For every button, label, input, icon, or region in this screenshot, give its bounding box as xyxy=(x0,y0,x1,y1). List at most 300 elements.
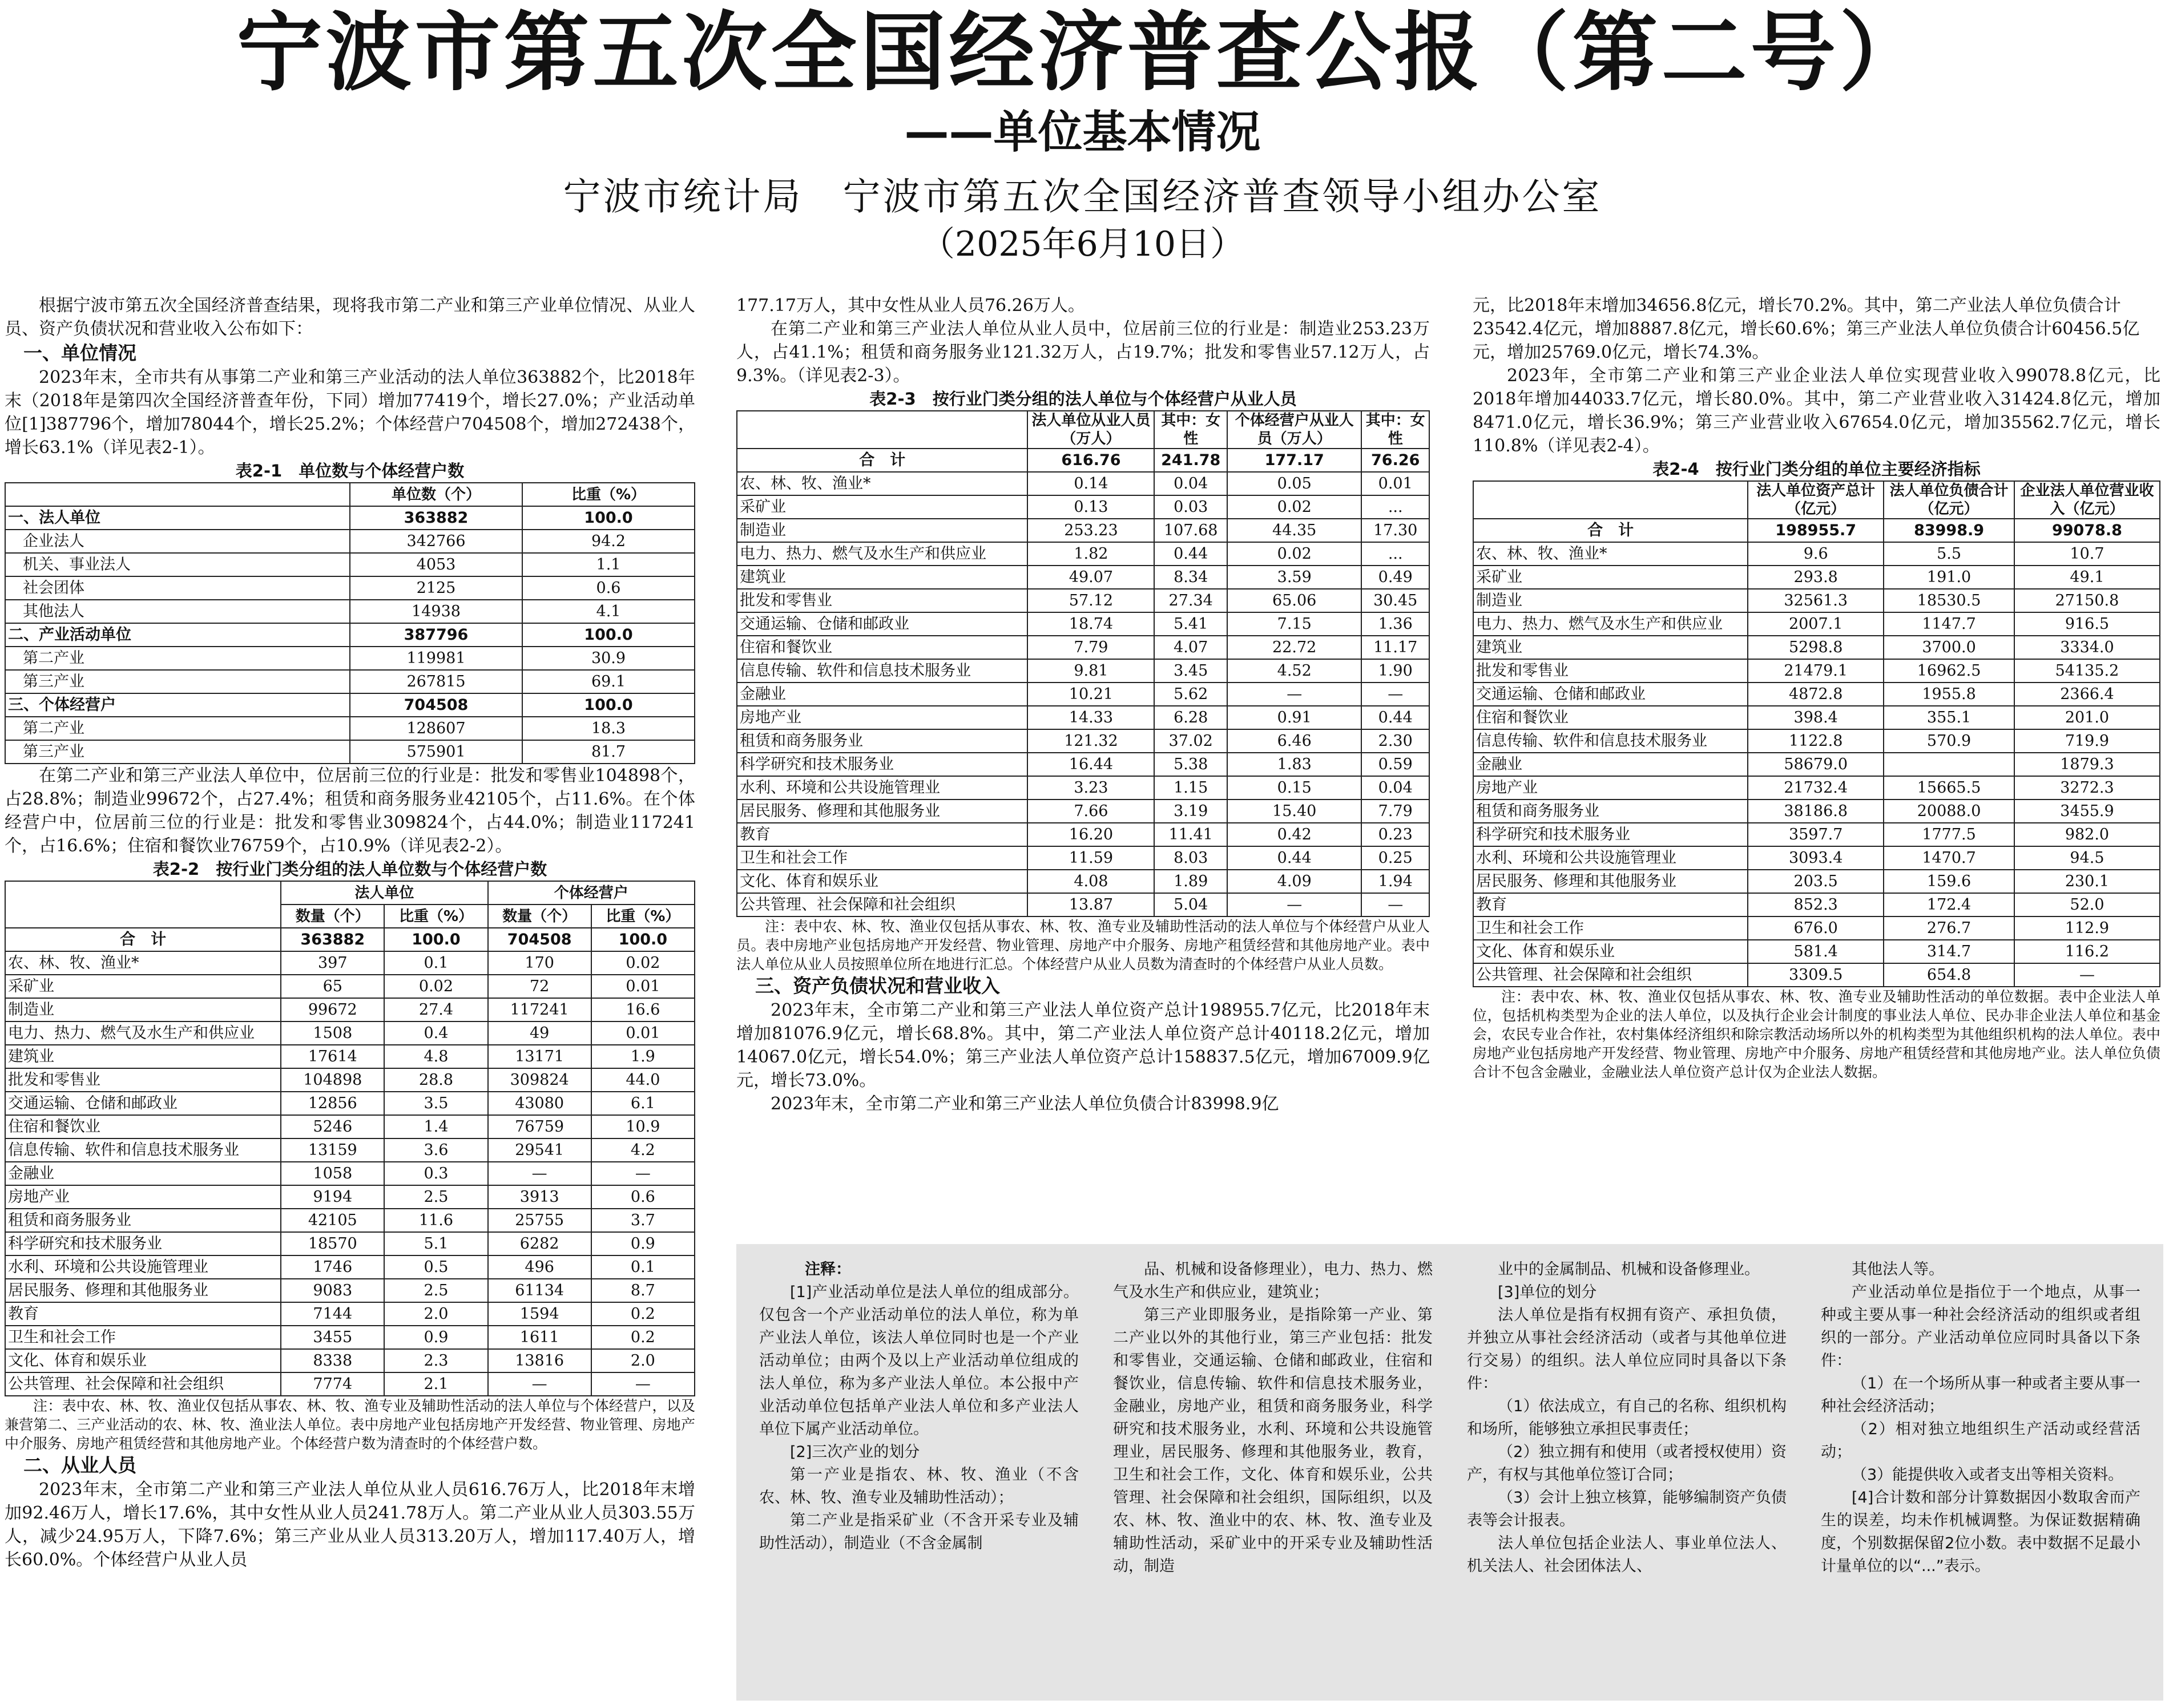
table-cell: 2.0 xyxy=(384,1302,487,1326)
table-cell: 8.03 xyxy=(1154,846,1227,870)
paragraph: 2023年末，全市共有从事第二产业和第三产业活动的法人单位363882个，比2018年末（2018年是第四次全国经济普查年份，下同）增加77419个，增长27.0%；产业活动单位[1]387796个，增加78044个，增长25.2%；个体经营户704508个，增加272438个，增长63.1%（详见表2-1）。 xyxy=(5,368,695,458)
row-label: 金融业 xyxy=(1473,753,1748,776)
table-2-4 xyxy=(1473,480,2160,987)
table-cell: 0.91 xyxy=(1227,706,1361,729)
table-cell: 1.9 xyxy=(591,1045,695,1068)
row-label: 建筑业 xyxy=(737,566,1027,589)
table-cell: 99078.8 xyxy=(2014,519,2160,542)
table-cell: 9.81 xyxy=(1027,659,1154,683)
paragraph: 2023年末，全市第二产业和第三产业法人单位从业人员616.76万人，比2018年末增加92.46万人，增长17.6%，其中女性从业人员241.78万人。第二产业从业人员303.55万人，减少24.95万人，下降7.6%；第三产业从业人员313.20万人，增加117.40万人，增长60.0%。个体经营户从业人员 xyxy=(5,1480,695,1570)
table-cell: 83998.9 xyxy=(1884,519,2014,542)
table-note: 注：表中农、林、牧、渔业仅包括从事农、林、牧、渔专业及辅助性活动的法人单位与个体经营户从业人员。表中房地产业包括房地产开发经营、物业管理、房地产中介服务、房地产租赁经营和其他房地产业。表中法人单位从业人员按照单位所在地进行汇总。个体经营户从业人员数为清查时的个体经营户从业人员数。 xyxy=(736,918,1430,972)
table-caption: 表2-2 按行业门类分组的法人单位数与个体经营户数 xyxy=(152,859,547,879)
table-cell: 0.44 xyxy=(1227,846,1361,870)
table-cell: 5.38 xyxy=(1154,753,1227,776)
table-cell: 27.4 xyxy=(384,998,487,1021)
table-cell: 0.42 xyxy=(1227,823,1361,846)
table-cell: 25755 xyxy=(488,1209,591,1232)
table-row xyxy=(5,717,695,740)
row-label: 住宿和餐饮业 xyxy=(5,1115,281,1138)
table-header: 法人单位负债合计（亿元） xyxy=(1884,481,2014,519)
table-cell: 5.41 xyxy=(1154,612,1227,636)
table-cell: 267815 xyxy=(350,670,522,693)
table-cell: 1470.7 xyxy=(1884,846,2014,870)
table-row xyxy=(1473,683,2160,706)
table-cell: 1594 xyxy=(488,1302,591,1326)
table-header: 数量（个） xyxy=(488,905,591,928)
table-cell: 18570 xyxy=(281,1232,384,1255)
note-paragraph: 其他法人等。 xyxy=(1852,1261,1944,1278)
table-cell: 0.44 xyxy=(1361,706,1429,729)
table-cell: 1.89 xyxy=(1154,870,1227,893)
table-cell: 1508 xyxy=(281,1021,384,1045)
row-label: 电力、热力、燃气及水生产和供应业 xyxy=(1473,612,1748,636)
table-cell: 10.9 xyxy=(591,1115,695,1138)
table-cell: 49.07 xyxy=(1027,566,1154,589)
table-cell: 8.7 xyxy=(591,1279,695,1302)
table-cell: 49.1 xyxy=(2014,566,2160,589)
group-header: 个体经营户 xyxy=(488,881,695,905)
table-cell: — xyxy=(591,1372,695,1396)
table-cell: 27.34 xyxy=(1154,589,1227,612)
table-cell: 14.33 xyxy=(1027,706,1154,729)
paragraph: 177.17万人，其中女性从业人员76.26万人。 xyxy=(736,296,1085,316)
note-paragraph: （1）在一个场所从事一种或者主要从事一种社会经济活动； xyxy=(1821,1375,2140,1415)
table-cell: 4872.8 xyxy=(1748,683,1884,706)
table-cell: — xyxy=(1361,683,1429,706)
table-header: 个体经营户从业人员（万人） xyxy=(1227,411,1361,449)
table-cell: 0.15 xyxy=(1227,776,1361,800)
table-cell: 241.78 xyxy=(1154,449,1227,472)
paragraph: 2023年，全市第二产业和第三产业企业法人单位实现营业收入99078.8亿元，比2018年增加44033.7亿元，增长80.0%。其中，第二产业营业收入31424.8亿元，增加8471.0亿元，增长36.9%；第三产业营业收入67654.0亿元，增加35562.7亿元，增长110.8%（详见表2-4）。 xyxy=(1473,366,2160,456)
row-label: 科学研究和技术服务业 xyxy=(737,753,1027,776)
table-cell: 38186.8 xyxy=(1748,800,1884,823)
table-cell: 27150.8 xyxy=(2014,589,2160,612)
table-cell: 94.2 xyxy=(522,530,695,553)
table-cell: 1746 xyxy=(281,1255,384,1279)
table-cell: 616.76 xyxy=(1027,449,1154,472)
notes-column-1 xyxy=(759,1258,1079,1555)
row-label: 租赁和商务服务业 xyxy=(5,1209,281,1232)
table-cell: 21479.1 xyxy=(1748,659,1884,683)
table-cell: 4.08 xyxy=(1027,870,1154,893)
table-cell: 9083 xyxy=(281,1279,384,1302)
table-cell: 2007.1 xyxy=(1748,612,1884,636)
table-cell: 4.2 xyxy=(591,1138,695,1162)
table-row xyxy=(1473,589,2160,612)
table-cell: 13816 xyxy=(488,1349,591,1372)
table-cell: 7144 xyxy=(281,1302,384,1326)
table-cell: 44.35 xyxy=(1227,519,1361,542)
table-row xyxy=(737,659,1429,683)
table-row xyxy=(5,1302,695,1326)
table-row xyxy=(737,472,1429,495)
row-label: 采矿业 xyxy=(737,495,1027,519)
row-label: 第二产业 xyxy=(5,647,350,670)
table-row xyxy=(5,1115,695,1138)
table-cell: 1122.8 xyxy=(1748,729,1884,753)
table-row xyxy=(737,846,1429,870)
table-cell: 1058 xyxy=(281,1162,384,1185)
table-cell: — xyxy=(1227,683,1361,706)
table-cell: 1.83 xyxy=(1227,753,1361,776)
note-paragraph: （2）独立拥有和使用（或者授权使用）资产，有权与其他单位签订合同； xyxy=(1467,1443,1787,1484)
table-cell: 0.2 xyxy=(591,1326,695,1349)
table-header: 比重（%） xyxy=(591,905,695,928)
table-cell: 7774 xyxy=(281,1372,384,1396)
table-cell: 676.0 xyxy=(1748,916,1884,940)
row-label: 制造业 xyxy=(5,998,281,1021)
table-cell: 10.21 xyxy=(1027,683,1154,706)
table-row xyxy=(5,1255,695,1279)
table-cell: 0.04 xyxy=(1154,472,1227,495)
column-3 xyxy=(1473,294,2160,1081)
row-label: 居民服务、修理和其他服务业 xyxy=(737,800,1027,823)
row-label: 公共管理、社会保障和社会组织 xyxy=(1473,963,1748,987)
table-cell: 3334.0 xyxy=(2014,636,2160,659)
table-cell: 3.6 xyxy=(384,1138,487,1162)
table-cell: 1.1 xyxy=(522,553,695,576)
table-cell: 6.46 xyxy=(1227,729,1361,753)
table-cell: 0.2 xyxy=(591,1302,695,1326)
table-cell: 0.02 xyxy=(384,975,487,998)
table-cell: 4.8 xyxy=(384,1045,487,1068)
table-cell: 0.13 xyxy=(1027,495,1154,519)
table-header: 比重（%） xyxy=(522,483,695,506)
table-row xyxy=(1473,566,2160,589)
table-cell: 6282 xyxy=(488,1232,591,1255)
table-cell: 2.5 xyxy=(384,1279,487,1302)
publish-date: （2025年6月10日） xyxy=(920,224,1245,264)
row-label: 房地产业 xyxy=(5,1185,281,1209)
table-cell: 0.25 xyxy=(1361,846,1429,870)
table-row xyxy=(5,975,695,998)
row-label: 社会团体 xyxy=(5,576,350,600)
table-cell: 0.1 xyxy=(384,951,487,975)
table-cell: — xyxy=(1361,893,1429,916)
table-cell: ... xyxy=(1361,495,1429,519)
table-row xyxy=(1473,542,2160,566)
note-paragraph: 业中的金属制品、机械和设备修理业。 xyxy=(1498,1261,1760,1278)
column-1 xyxy=(5,294,695,1572)
row-label: 科学研究和技术服务业 xyxy=(5,1232,281,1255)
notes-box xyxy=(736,1244,2163,1701)
table-cell: 159.6 xyxy=(1884,870,2014,893)
paragraph: 在第二产业和第三产业法人单位中，位居前三位的行业是：批发和零售业104898个，占28.8%；制造业99672个，占27.4%；租赁和商务服务业42105个，占11.6%。在个体经营户中，位居前三位的行业是：批发和零售业309824个，占44.0%；制造业117241个，占16.6%；住宿和餐饮业76759个，占10.9%（详见表2-2）。 xyxy=(5,766,695,856)
table-row xyxy=(5,928,695,951)
table-cell: 3093.4 xyxy=(1748,846,1884,870)
table-cell: 704508 xyxy=(488,928,591,951)
table-cell: 1.90 xyxy=(1361,659,1429,683)
table-cell: 0.02 xyxy=(591,951,695,975)
table-header: 单位数（个） xyxy=(350,483,522,506)
table-cell: 3.19 xyxy=(1154,800,1227,823)
table-cell: 3597.7 xyxy=(1748,823,1884,846)
table-cell: 117241 xyxy=(488,998,591,1021)
table-cell: 22.72 xyxy=(1227,636,1361,659)
table-row xyxy=(737,542,1429,566)
table-cell: 0.1 xyxy=(591,1255,695,1279)
table-cell: 4.52 xyxy=(1227,659,1361,683)
table-cell xyxy=(1884,753,2014,776)
table-cell: 18.3 xyxy=(522,717,695,740)
table-cell: 14938 xyxy=(350,600,522,623)
note-paragraph: [3]单位的划分 xyxy=(1498,1283,1597,1301)
table-row xyxy=(1473,800,2160,823)
table-2-3 xyxy=(736,410,1430,917)
table-cell: 7.79 xyxy=(1027,636,1154,659)
row-label: 其他法人 xyxy=(5,600,350,623)
table-row xyxy=(737,729,1429,753)
row-label: 卫生和社会工作 xyxy=(737,846,1027,870)
table-row xyxy=(737,753,1429,776)
table-cell: 32561.3 xyxy=(1748,589,1884,612)
table-cell: 61134 xyxy=(488,1279,591,1302)
intro-paragraph: 根据宁波市第五次全国经济普查结果，现将我市第二产业和第三产业单位情况、从业人员、资产负债状况和营业收入公布如下： xyxy=(5,296,695,339)
table-cell: 398.4 xyxy=(1748,706,1884,729)
row-label: 教育 xyxy=(1473,893,1748,916)
table-cell: 13159 xyxy=(281,1138,384,1162)
table-cell: 28.8 xyxy=(384,1068,487,1092)
table-row xyxy=(737,566,1429,589)
row-label: 教育 xyxy=(5,1302,281,1326)
table-cell: 11.17 xyxy=(1361,636,1429,659)
row-label: 信息传输、软件和信息技术服务业 xyxy=(1473,729,1748,753)
row-label: 信息传输、软件和信息技术服务业 xyxy=(5,1138,281,1162)
table-row xyxy=(737,800,1429,823)
table-row xyxy=(5,951,695,975)
table-cell: — xyxy=(2014,963,2160,987)
table-cell: 1.94 xyxy=(1361,870,1429,893)
table-cell: 44.0 xyxy=(591,1068,695,1092)
row-label: 农、林、牧、渔业* xyxy=(737,472,1027,495)
table-row xyxy=(1473,846,2160,870)
table-cell: 6.28 xyxy=(1154,706,1227,729)
table-cell: 119981 xyxy=(350,647,522,670)
table-row xyxy=(5,1349,695,1372)
section-heading: 三、资产负债状况和营业收入 xyxy=(755,975,1000,997)
table-cell: 570.9 xyxy=(1884,729,2014,753)
table-cell: 12856 xyxy=(281,1092,384,1115)
table-cell: 719.9 xyxy=(2014,729,2160,753)
table-cell: 342766 xyxy=(350,530,522,553)
table-cell: 65 xyxy=(281,975,384,998)
table-cell: 314.7 xyxy=(1884,940,2014,963)
note-paragraph: 第一产业是指农、林、牧、渔业（不含农、林、牧、渔专业及辅助性活动）； xyxy=(759,1466,1079,1507)
note-paragraph: 品、机械和设备修理业），电力、热力、燃气及水生产和供应业，建筑业； xyxy=(1113,1261,1433,1301)
row-label: 企业法人 xyxy=(5,530,350,553)
table-cell: 2125 xyxy=(350,576,522,600)
table-cell: 0.05 xyxy=(1227,472,1361,495)
table-cell: 0.9 xyxy=(591,1232,695,1255)
table-cell: 104898 xyxy=(281,1068,384,1092)
table-row xyxy=(1473,893,2160,916)
table-cell: 11.59 xyxy=(1027,846,1154,870)
table-cell: 69.1 xyxy=(522,670,695,693)
row-label: 制造业 xyxy=(1473,589,1748,612)
paragraph: 元，比2018年末增加34656.8亿元，增长70.2%。其中，第二产业法人单位负债合计23542.4亿元，增加8887.8亿元，增长60.6%；第三产业法人单位负债合计60456.5亿元，增加25769.0亿元，增长74.3%。 xyxy=(1473,296,2140,362)
table-row xyxy=(5,553,695,576)
table-cell: 7.66 xyxy=(1027,800,1154,823)
row-label: 合 计 xyxy=(737,449,1027,472)
table-row xyxy=(1473,753,2160,776)
table-cell: 0.01 xyxy=(591,975,695,998)
table-cell: 3913 xyxy=(488,1185,591,1209)
table-cell: 0.03 xyxy=(1154,495,1227,519)
table-row xyxy=(1473,706,2160,729)
row-label: 住宿和餐饮业 xyxy=(1473,706,1748,729)
table-cell: 8338 xyxy=(281,1349,384,1372)
table-row xyxy=(737,449,1429,472)
row-label: 公共管理、社会保障和社会组织 xyxy=(737,893,1027,916)
table-cell: 21732.4 xyxy=(1748,776,1884,800)
note-paragraph: 第三产业即服务业，是指除第一产业、第二产业以外的其他行业，第三产业包括：批发和零售业，交通运输、仓储和邮政业，住宿和餐饮业，信息传输、软件和信息技术服务业，金融业，房地产业，租赁和商务服务业，科学研究和技术服务业，水利、环境和公共设施管理业，居民服务、修理和其他服务业，教育，卫生和社会工作，文化、体育和娱乐业，公共管理、社会保障和社会组织，国际组织，以及农、林、牧、渔业中的农、林、牧、渔专业及辅助性活动，采矿业中的开采专业及辅助性活动，制造 xyxy=(1113,1306,1433,1575)
table-row xyxy=(737,706,1429,729)
table-cell: 177.17 xyxy=(1227,449,1361,472)
table-header: 数量（个） xyxy=(281,905,384,928)
table-row xyxy=(5,670,695,693)
table-cell: 355.1 xyxy=(1884,706,2014,729)
column-2 xyxy=(736,294,1430,1116)
table-cell: 121.32 xyxy=(1027,729,1154,753)
table-row xyxy=(1473,963,2160,987)
table-2-1 xyxy=(5,482,695,764)
group-header: 法人单位 xyxy=(281,881,487,905)
table-cell: 704508 xyxy=(350,693,522,717)
table-cell: 0.02 xyxy=(1227,542,1361,566)
table-note: 注：表中农、林、牧、渔业仅包括从事农、林、牧、渔专业及辅助性活动的单位数据。表中企业法人单位，包括机构类型为企业的法人单位，以及执行企业会计制度的事业法人单位、民办非企业法人单位和基金会，农民专业合作社，农村集体经济组织和除宗教活动场所以外的机构类型为其他组织机构的法人单位。表中房地产业包括房地产开发经营、物业管理、房地产中介服务、房地产租赁经营和其他房地产业。法人单位负债合计不包含金融业，金融业法人单位资产总计仅为企业法人数据。 xyxy=(1473,988,2160,1080)
table-cell: 1777.5 xyxy=(1884,823,2014,846)
table-row xyxy=(737,519,1429,542)
table-cell: 43080 xyxy=(488,1092,591,1115)
table-cell: 57.12 xyxy=(1027,589,1154,612)
note-paragraph: 法人单位是指有权拥有资产、承担负债，并独立从事社会经济活动（或者与其他单位进行交易）的组织。法人单位应同时具备以下条件： xyxy=(1467,1306,1787,1392)
table-cell: 0.59 xyxy=(1361,753,1429,776)
table-row xyxy=(5,693,695,717)
paragraph: 2023年末，全市第二产业和第三产业法人单位负债合计83998.9亿 xyxy=(771,1094,1279,1114)
table-cell: 4.09 xyxy=(1227,870,1361,893)
note-paragraph: 产业活动单位是指位于一个地点，从事一种或主要从事一种社会经济活动的组织或者组织的一部分。产业活动单位应同时具备以下条件： xyxy=(1821,1283,2140,1370)
table-cell: 5.04 xyxy=(1154,893,1227,916)
table-cell: 15665.5 xyxy=(1884,776,2014,800)
table-row xyxy=(5,1045,695,1068)
table-cell: 13171 xyxy=(488,1045,591,1068)
table-2-2 xyxy=(5,881,695,1396)
table-row xyxy=(737,612,1429,636)
row-label: 合 计 xyxy=(1473,519,1748,542)
section-heading: 二、从业人员 xyxy=(23,1454,136,1476)
table-cell: 3700.0 xyxy=(1884,636,2014,659)
table-cell: 100.0 xyxy=(522,506,695,530)
table-cell: 3.59 xyxy=(1227,566,1361,589)
table-cell: 0.9 xyxy=(384,1326,487,1349)
table-cell: 9.6 xyxy=(1748,542,1884,566)
note-paragraph: 法人单位包括企业法人、事业单位法人、机关法人、社会团体法人、 xyxy=(1467,1535,1787,1575)
paragraph: 2023年末，全市第二产业和第三产业法人单位资产总计198955.7亿元，比2018年末增加81076.9亿元，增长68.8%。其中，第二产业法人单位资产总计40118.2亿元，增加14067.0亿元，增长54.0%；第三产业法人单位资产总计158837.5亿元，增加67009.9亿元，增长73.0%。 xyxy=(736,1000,1430,1091)
table-cell: 3.5 xyxy=(384,1092,487,1115)
table-cell: 81.7 xyxy=(522,740,695,764)
table-note: 注：表中农、林、牧、渔业仅包括从事农、林、牧、渔专业及辅助性活动的法人单位与个体经营户，以及兼营第二、三产业活动的农、林、牧、渔业法人单位。表中房地产业包括房地产开发经营、物业管理、房地产中介服务、房地产租赁经营和其他房地产业。个体经营户数为清查时的个体经营户数。 xyxy=(5,1398,695,1452)
table-cell: 397 xyxy=(281,951,384,975)
table-cell: 170 xyxy=(488,951,591,975)
table-row xyxy=(1473,659,2160,683)
table-cell: 1.36 xyxy=(1361,612,1429,636)
notes-column-4 xyxy=(1821,1258,2140,1578)
table-row xyxy=(5,1232,695,1255)
table-row xyxy=(5,506,695,530)
table-cell: 4.07 xyxy=(1154,636,1227,659)
row-label: 制造业 xyxy=(737,519,1027,542)
row-label: 卫生和社会工作 xyxy=(5,1326,281,1349)
table-row xyxy=(1473,916,2160,940)
table-cell: 3.7 xyxy=(591,1209,695,1232)
row-label: 交通运输、仓储和邮政业 xyxy=(737,612,1027,636)
note-paragraph: （1）依法成立，有自己的名称、组织机构和场所，能够独立承担民事责任； xyxy=(1467,1398,1787,1438)
table-caption: 表2-1 单位数与个体经营户数 xyxy=(235,461,465,480)
table-cell: 387796 xyxy=(350,623,522,647)
table-cell: 581.4 xyxy=(1748,940,1884,963)
page-subtitle: ——单位基本情况 xyxy=(904,107,1261,158)
table-cell: 1.15 xyxy=(1154,776,1227,800)
table-row xyxy=(737,589,1429,612)
table-cell: 0.6 xyxy=(522,576,695,600)
table-cell: 0.44 xyxy=(1154,542,1227,566)
table-cell: ... xyxy=(1361,542,1429,566)
table-row xyxy=(1473,729,2160,753)
table-cell: 128607 xyxy=(350,717,522,740)
table-cell: 575901 xyxy=(350,740,522,764)
table-header: 比重（%） xyxy=(384,905,487,928)
note-paragraph: （3）会计上独立核算，能够编制资产负债表等会计报表。 xyxy=(1467,1489,1787,1529)
table-row xyxy=(5,740,695,764)
table-cell: 20088.0 xyxy=(1884,800,2014,823)
table-cell: 191.0 xyxy=(1884,566,2014,589)
table-cell: 276.7 xyxy=(1884,916,2014,940)
table-cell: 0.01 xyxy=(1361,472,1429,495)
row-label: 居民服务、修理和其他服务业 xyxy=(1473,870,1748,893)
table-header: 其中：女性 xyxy=(1361,411,1429,449)
table-cell: 10.7 xyxy=(2014,542,2160,566)
table-cell: 654.8 xyxy=(1884,963,2014,987)
table-cell: 16962.5 xyxy=(1884,659,2014,683)
table-cell: 52.0 xyxy=(2014,893,2160,916)
table-cell: 13.87 xyxy=(1027,893,1154,916)
section-heading: 一、单位情况 xyxy=(23,342,136,364)
table-cell: 916.5 xyxy=(2014,612,2160,636)
note-paragraph: （2）相对独立地组织生产活动或经营活动； xyxy=(1821,1420,2140,1461)
table-cell: 99672 xyxy=(281,998,384,1021)
table-header: 法人单位资产总计（亿元） xyxy=(1748,481,1884,519)
table-cell: 65.06 xyxy=(1227,589,1361,612)
table-row xyxy=(5,1138,695,1162)
row-label: 农、林、牧、渔业* xyxy=(1473,542,1748,566)
table-cell: 852.3 xyxy=(1748,893,1884,916)
row-label: 文化、体育和娱乐业 xyxy=(1473,940,1748,963)
table-row xyxy=(737,893,1429,916)
table-row xyxy=(5,530,695,553)
table-row xyxy=(5,1372,695,1396)
row-label: 电力、热力、燃气及水生产和供应业 xyxy=(737,542,1027,566)
table-row xyxy=(5,998,695,1021)
table-cell: 1611 xyxy=(488,1326,591,1349)
table-row xyxy=(1473,776,2160,800)
table-cell: 0.02 xyxy=(1227,495,1361,519)
table-cell: 1879.3 xyxy=(2014,753,2160,776)
table-cell: 58679.0 xyxy=(1748,753,1884,776)
row-label: 批发和零售业 xyxy=(5,1068,281,1092)
row-label: 交通运输、仓储和邮政业 xyxy=(5,1092,281,1115)
table-cell: 11.6 xyxy=(384,1209,487,1232)
